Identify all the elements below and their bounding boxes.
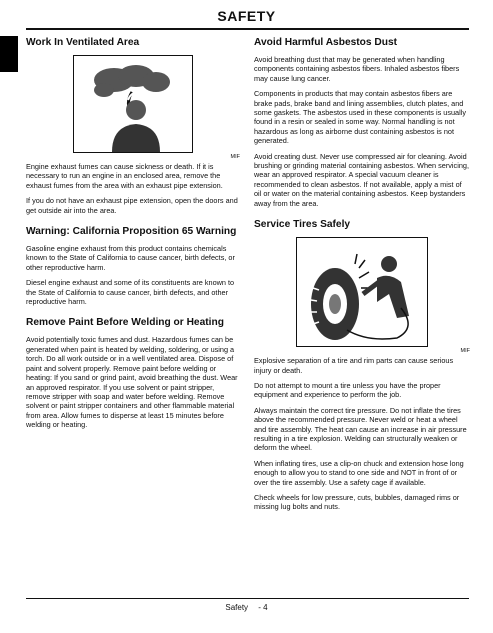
right-column (254, 36, 470, 518)
page-footer (0, 603, 493, 612)
ventilated-figure (26, 55, 240, 161)
ventilated-figure-label: MIF (230, 154, 240, 160)
asbestos-paragraph-1: Avoid breathing dust that may be generated when handling components containing asbestos fibers. Inhaled asbestos fibers may cause lung cancer. (254, 55, 460, 83)
tire-explosion-icon (296, 237, 428, 347)
prop65-heading: Warning: California Proposition 65 Warning (26, 226, 237, 238)
paint-paragraph-1: Avoid potentially toxic fumes and dust. Hazardous fumes can be generated when paint is heated by welding, soldering, or using a torch. Do all work outside or in a well ventilated area. Dispose of paint and solvent properly. Remove paint before welding or heating: If you sand or grind paint, avoid breathing the dust. Wear an approved respirator. If you use solvent or paint stripper, remove stripper with soap and water before welding. Remove solvent or paint stripper containers and other flammable material from area. Allow fumes to disperse at least 15 minutes before welding or heating. (26, 335, 238, 430)
asbestos-heading: Avoid Harmful Asbestos Dust (254, 37, 398, 48)
tires-figure (254, 237, 470, 355)
tires-paragraph-4: When inflating tires, use a clip-on chuck and extension hose long enough to allow you to stand to one side and NOT in front of or over the tire assembly. Use a safety cage if available. (254, 458, 464, 487)
footer-divider (26, 598, 469, 599)
tires-paragraph-5: Check wheels for low pressure, cuts, bubbles, damaged rims or missing lug bolts and nuts. (254, 492, 460, 512)
title-divider (26, 28, 469, 30)
prop65-paragraph-2: Diesel engine exhaust and some of its constituents are known to the State of California to cause cancer, birth defects, and other reproductive harm. (26, 278, 235, 307)
left-column (26, 36, 240, 436)
paint-heading: Remove Paint Before Welding or Heating (26, 317, 224, 329)
asbestos-paragraph-2: Components in products that may contain asbestos fibers are brake pads, brake band and lining assemblies, clutch plates, and some gaskets. The asbestos used in these components is usually found in a resin or sealed in some way. Normal handling is not hazardous as long as airborne dust containing asbestos is not generated. (254, 89, 466, 146)
tires-paragraph-1: Explosive separation of a tire and rim parts can cause serious injury or death. (254, 356, 454, 375)
ventilated-paragraph-2: If you do not have an exhaust pipe extension, open the doors and get outside air into the area. (26, 196, 238, 215)
fumes-warning-icon (73, 55, 193, 153)
asbestos-paragraph-3: Avoid creating dust. Never use compressed air for cleaning. Avoid brushing or grinding material containing asbestos. When servicing, wear an approved respirator. A special vacuum cleaner is recommended to clean asbestos. If not available, apply a mist of oil or water on the material containing asbestos. Keep bystanders away from the area. (254, 151, 469, 208)
page-title: SAFETY (217, 8, 276, 24)
footer-section: Safety (225, 603, 249, 612)
tires-heading: Service Tires Safely (254, 219, 351, 231)
tires-paragraph-2: Do not attempt to mount a tire unless you have the proper equipment and experience to perform the job. (254, 380, 441, 400)
ventilated-paragraph-1: Engine exhaust fumes can cause sickness or death. If it is necessary to run an engine in an enclosed area, remove the exhaust fumes from the area with an exhaust pipe extension. (26, 162, 223, 190)
tires-figure-label: MIF (460, 348, 470, 355)
ventilated-heading: Work In Ventilated Area (26, 37, 140, 48)
tires-paragraph-3: Always maintain the correct tire pressure. Do not inflate the tires above the recommended pressure. Never weld or heat a wheel and tire assembly. The heat can cause an increase in air pressure resulting in a tire explosion. Welding can structurally weaken or deform the wheel. (254, 405, 467, 453)
footer-page-number: - 4 (258, 603, 268, 612)
section-tab-marker (0, 36, 18, 72)
prop65-paragraph-1: Gasoline engine exhaust from this product contains chemicals known to the State of California to cause cancer, birth defects, or other reproductive harm. (26, 244, 235, 272)
